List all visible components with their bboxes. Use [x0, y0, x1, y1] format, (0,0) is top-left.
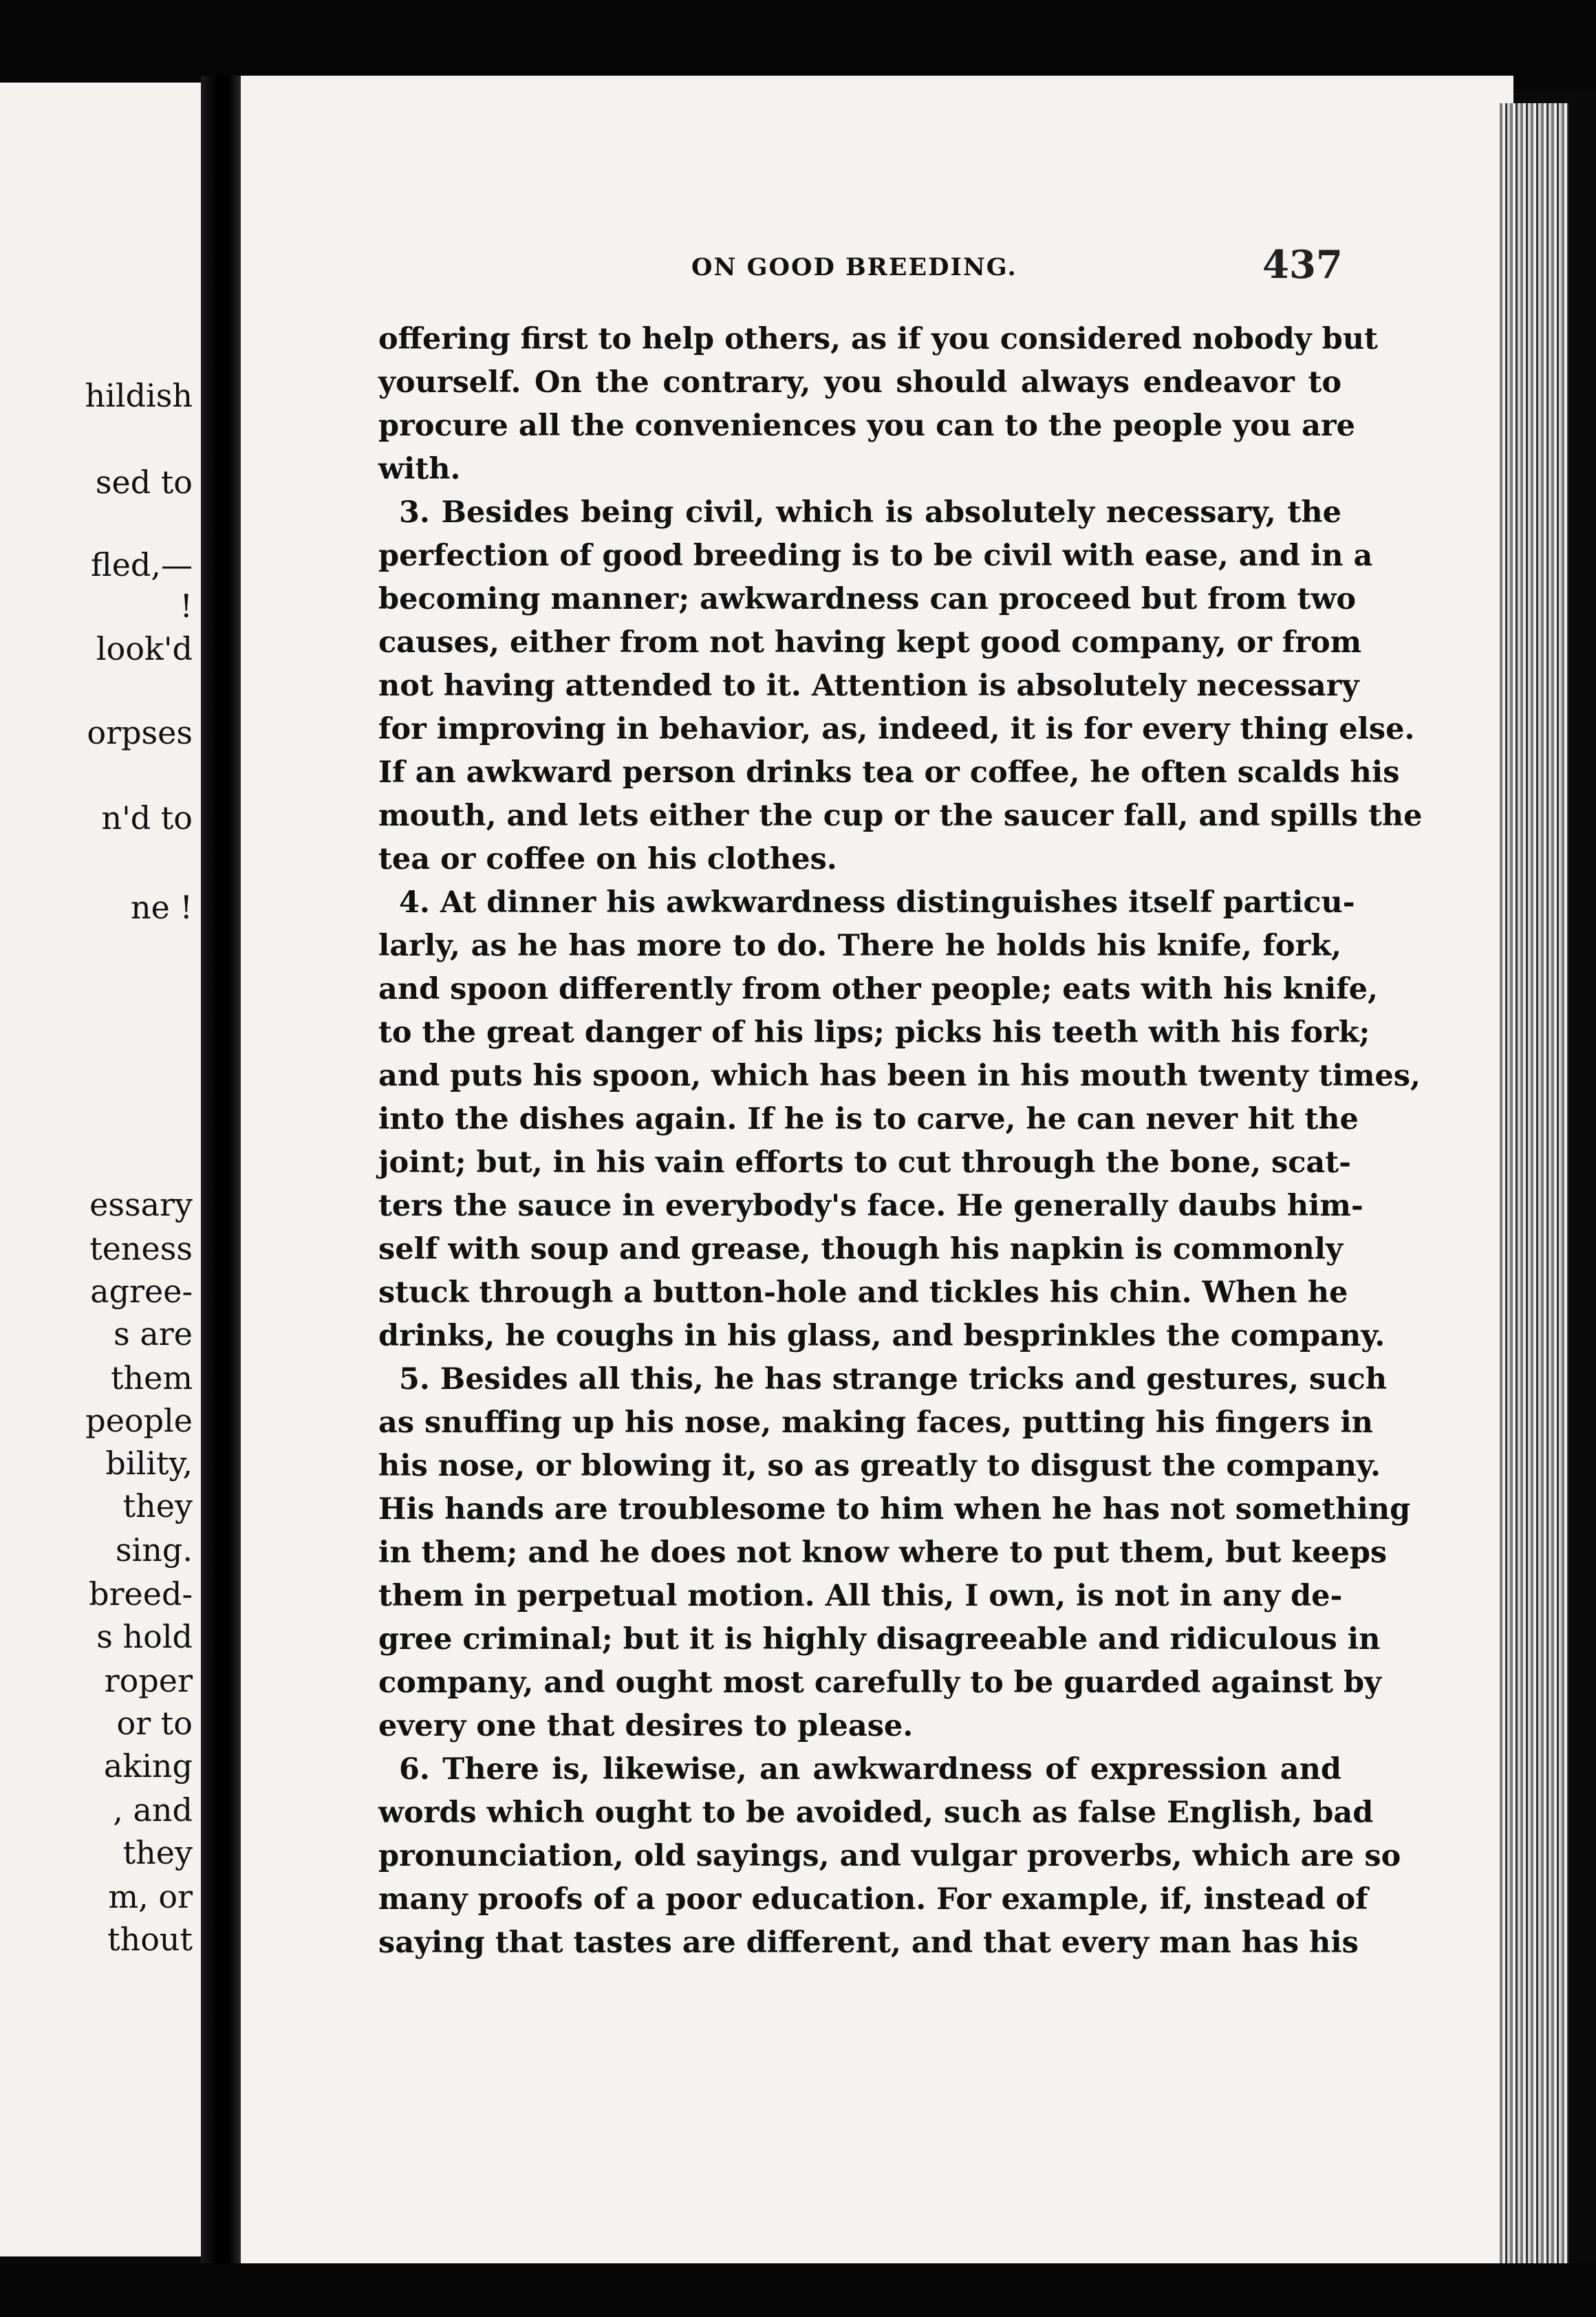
- text-line: offering first to help others, as if you considered nobody but: [378, 322, 1378, 356]
- left-page-fragment: roper: [104, 1662, 193, 1699]
- text-line: procure all the conveniences you can to the people you are: [378, 409, 1355, 443]
- text-line: gree criminal; but it is highly disagreeable and ridiculous in: [378, 1622, 1381, 1657]
- left-page-fragment: essary: [89, 1186, 193, 1223]
- text-line: his nose, or blowing it, so as greatly to disgust the company.: [378, 1449, 1381, 1483]
- left-page-fragment: or to: [116, 1705, 193, 1742]
- text-line: becoming manner; awkwardness can proceed but from two: [378, 582, 1357, 616]
- left-page-fragment: them: [111, 1359, 193, 1397]
- text-line: every one that desires to please.: [378, 1709, 914, 1743]
- text-line: 3. Besides being civil, which is absolutely necessary, the: [399, 495, 1341, 530]
- text-line: stuck through a button-hole and tickles his chin. When he: [378, 1275, 1348, 1310]
- left-page-fragment: s hold: [96, 1618, 193, 1655]
- text-line: If an awkward person drinks tea or coffee, he often scalds his: [378, 755, 1400, 790]
- body-text: [378, 318, 1423, 1965]
- text-line: tea or coffee on his clothes.: [378, 842, 837, 876]
- left-page-fragment: !: [180, 588, 193, 625]
- left-page-fragment: agree-: [90, 1273, 193, 1310]
- text-line: and spoon differently from other people; eats with his knife,: [378, 972, 1379, 1006]
- running-head: ON GOOD BREEDING.: [691, 253, 1017, 281]
- left-page-fragment: teness: [89, 1230, 193, 1267]
- left-page-fragment: breed-: [89, 1575, 193, 1613]
- text-line: self with soup and grease, though his napkin is commonly: [378, 1232, 1343, 1267]
- page-edges: [1500, 103, 1568, 2305]
- text-line: causes, either from not having kept good company, or from: [378, 625, 1362, 660]
- left-page-fragment: m, or: [108, 1878, 193, 1915]
- text-line: ters the sauce in everybody's face. He generally daubs him-: [378, 1189, 1363, 1223]
- left-page-fragment: aking: [103, 1747, 193, 1785]
- text-line: larly, as he has more to do. There he holds his knife, fork,: [378, 929, 1341, 963]
- text-line: mouth, and lets either the cup or the saucer fall, and spills the: [378, 799, 1423, 833]
- left-page-fragment: fled,—: [91, 546, 193, 583]
- left-page-fragment: look'd: [96, 630, 193, 667]
- left-page-fragment: people: [85, 1402, 193, 1439]
- left-page-fragment: sing.: [115, 1531, 193, 1569]
- text-line: His hands are troublesome to him when he has not something: [378, 1492, 1411, 1527]
- text-line: with.: [378, 452, 461, 486]
- text-line: joint; but, in his vain efforts to cut through the bone, scat-: [378, 1145, 1352, 1180]
- left-page-fragment: they: [122, 1834, 193, 1871]
- text-line: for improving in behavior, as, indeed, it is for every thing else.: [378, 712, 1415, 746]
- left-page-fragment: s are: [114, 1315, 193, 1353]
- left-page-fragment: , and: [113, 1791, 193, 1829]
- text-line: many proofs of a poor education. For example, if, instead of: [378, 1882, 1368, 1917]
- text-line: perfection of good breeding is to be civil with ease, and in a: [378, 539, 1373, 573]
- left-page-fragment: hildish: [85, 377, 193, 414]
- left-page-fragment: they: [122, 1487, 193, 1524]
- text-line: 4. At dinner his awkwardness distinguishes itself particu-: [399, 885, 1355, 920]
- text-line: 5. Besides all this, he has strange tricks and gestures, such: [399, 1362, 1387, 1397]
- text-line: in them; and he does not know where to put them, but keeps: [378, 1535, 1388, 1570]
- text-line: as snuffing up his nose, making faces, putting his fingers in: [378, 1405, 1373, 1440]
- text-line: into the dishes again. If he is to carve, he can never hit the: [378, 1102, 1359, 1136]
- text-line: drinks, he coughs in his glass, and besprinkles the company.: [378, 1319, 1385, 1353]
- left-page-fragment: sed to: [95, 464, 193, 501]
- text-line: saying that tastes are different, and that every man has his: [378, 1926, 1359, 1960]
- text-line: not having attended to it. Attention is absolutely necessary: [378, 669, 1359, 703]
- text-line: company, and ought most carefully to be guarded against by: [378, 1666, 1381, 1700]
- text-line: them in perpetual motion. All this, I own, is not in any de-: [378, 1579, 1343, 1613]
- left-page-fragment: bility,: [105, 1445, 193, 1482]
- left-page-fragment: thout: [107, 1921, 193, 1958]
- text-line: to the great danger of his lips; picks his teeth with his fork;: [378, 1015, 1370, 1050]
- text-line: words which ought to be avoided, such as false English, bad: [378, 1796, 1374, 1830]
- text-line: and puts his spoon, which has been in his mouth twenty times,: [378, 1059, 1421, 1093]
- text-line: 6. There is, likewise, an awkwardness of expression and: [399, 1752, 1341, 1787]
- page-number: 437: [1262, 242, 1343, 288]
- book-gutter: [201, 76, 241, 2317]
- left-page-fragment: n'd to: [101, 799, 193, 837]
- left-page-fragment: ne !: [131, 889, 193, 926]
- left-page: [0, 83, 201, 2256]
- text-line: pronunciation, old sayings, and vulgar proverbs, which are so: [378, 1839, 1401, 1873]
- scan-background-bottom: [0, 2263, 1596, 2317]
- left-page-fragment: orpses: [87, 714, 193, 751]
- text-line: yourself. On the contrary, you should always endeavor to: [378, 365, 1341, 400]
